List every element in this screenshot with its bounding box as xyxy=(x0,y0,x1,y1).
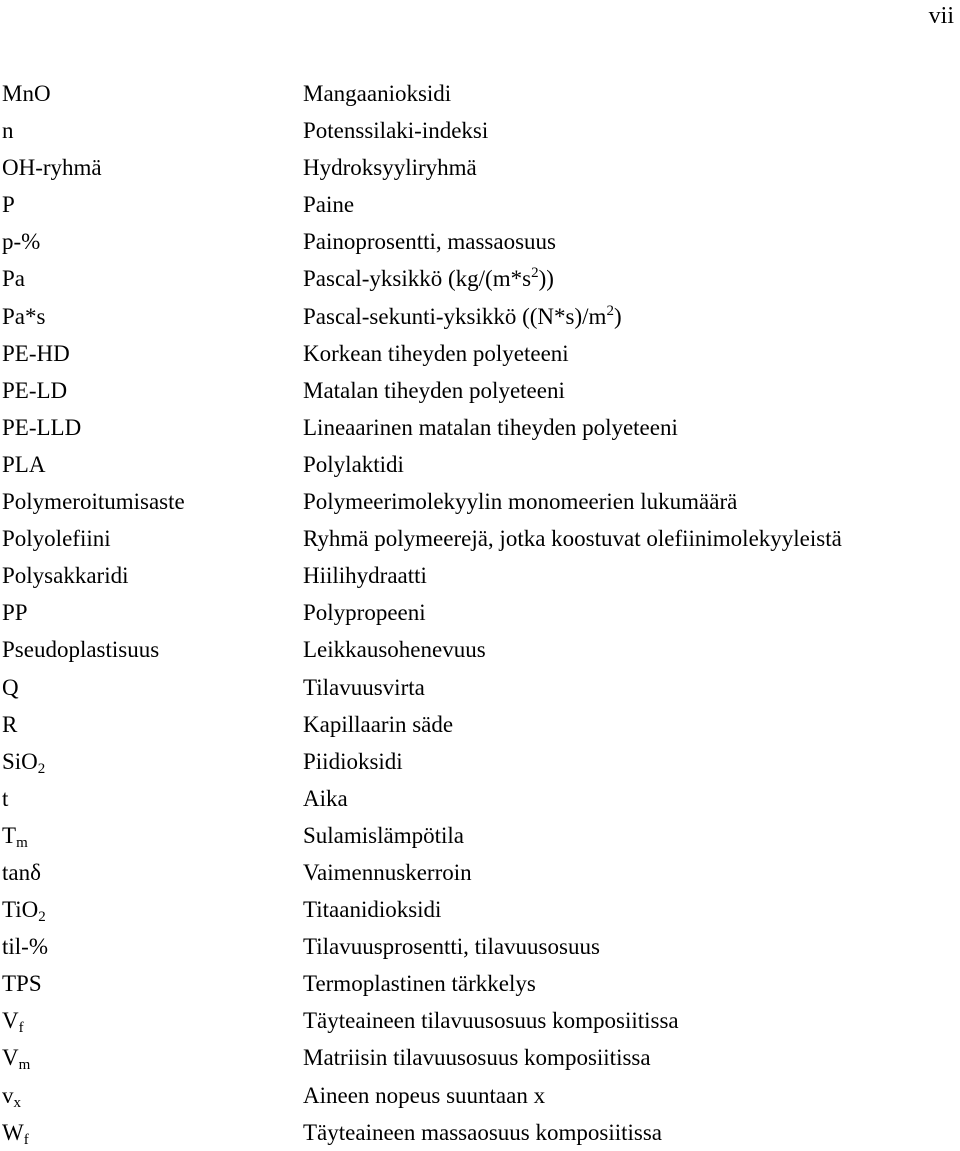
abbreviation-definition: Kapillaarin säde xyxy=(303,711,454,737)
list-item xyxy=(2,335,952,372)
abbreviation-term: MnO xyxy=(2,81,51,106)
abbreviation-definition: Polylaktidi xyxy=(303,451,404,477)
list-item xyxy=(2,298,952,335)
abbreviation-definition: Paine xyxy=(303,192,355,218)
abbreviation-term: t xyxy=(2,785,9,811)
list-item xyxy=(2,446,952,483)
list-item xyxy=(2,186,952,223)
abbreviation-term: TPS xyxy=(2,971,42,997)
abbreviation-term: $T_m$ xyxy=(2,822,28,851)
abbreviation-definition: Piidioksidi xyxy=(303,748,403,774)
list-item xyxy=(2,112,952,149)
abbreviation-term: $v_x$ xyxy=(2,1082,21,1111)
abbreviation-definition: Lineaarinen matalan tiheyden polyeteeni xyxy=(303,414,678,440)
abbreviation-term: PP xyxy=(2,600,28,626)
abbreviation-term: Polymeroitumisaste xyxy=(2,489,185,515)
list-item xyxy=(2,260,952,297)
abbreviation-definition: Titaanidioksidi xyxy=(303,897,442,923)
abbreviation-definition: Hiilihydraatti xyxy=(303,563,427,589)
abbreviation-term: Pa*s xyxy=(2,303,46,329)
abbreviation-term: Q xyxy=(2,674,19,700)
list-item xyxy=(2,743,952,780)
abbreviation-definition: Ryhmä polymeerejä, jotka koostuvat olefiinimolekyyleistä xyxy=(303,526,842,552)
abbreviation-term: til-% xyxy=(2,934,48,960)
abbreviation-term: Pseudoplastisuus xyxy=(2,637,160,663)
abbreviation-term: PLA xyxy=(2,451,46,477)
abbreviation-term: $W_f$ xyxy=(2,1119,29,1148)
abbreviation-term: $V_f$ xyxy=(2,1008,24,1037)
abbreviation-term: Polysakkaridi xyxy=(2,563,129,589)
list-item xyxy=(2,928,952,965)
abbreviation-definition: Täyteaineen massaosuus komposiitissa xyxy=(303,1119,662,1145)
abbreviation-definition: Painoprosentti, massaosuus xyxy=(303,229,556,255)
abbreviation-definition: Mangaanioksidi xyxy=(303,81,452,106)
list-item xyxy=(2,149,952,186)
abbreviation-definition: Vaimennuskerroin xyxy=(303,859,472,885)
list-item xyxy=(2,483,952,520)
abbreviation-definition: Pascal-sekunti-yksikkö $((N*s)/m^2)$ xyxy=(303,302,622,329)
abbreviation-term: p-% xyxy=(2,229,41,255)
abbreviation-term: PE-HD xyxy=(2,340,70,366)
page-number: vii xyxy=(928,3,954,29)
abbreviation-term: TiO$_2$ xyxy=(2,897,46,926)
abbreviation-term: PE-LD xyxy=(2,377,68,403)
list-item xyxy=(2,631,952,668)
abbreviation-definition: Matriisin tilavuusosuus komposiitissa xyxy=(303,1045,651,1071)
list-item xyxy=(2,594,952,631)
list-item xyxy=(2,1039,952,1076)
list-item xyxy=(2,557,952,594)
abbreviation-term: Pa xyxy=(2,266,25,292)
abbreviation-term: OH-ryhmä xyxy=(2,155,102,181)
abbreviation-term: $V_m$ xyxy=(2,1045,31,1074)
abbreviation-definition: Potenssilaki-indeksi xyxy=(303,118,489,144)
list-item xyxy=(2,1077,952,1114)
list-item xyxy=(2,965,952,1002)
list-item xyxy=(2,372,952,409)
abbreviation-definition: Leikkausohenevuus xyxy=(303,637,486,663)
list-item xyxy=(2,223,952,260)
abbreviation-term: SiO$_2$ xyxy=(2,748,46,777)
list-item xyxy=(2,817,952,854)
abbreviation-term: n xyxy=(2,118,14,144)
abbreviation-definition: Polymeerimolekyylin monomeerien lukumäärä xyxy=(303,489,738,515)
list-item xyxy=(2,891,952,928)
list-item xyxy=(2,520,952,557)
abbreviation-definition: Tilavuusprosentti, tilavuusosuus xyxy=(303,934,600,960)
list-item xyxy=(2,780,952,817)
list-item xyxy=(2,1114,952,1151)
list-item xyxy=(2,75,952,112)
abbreviation-definition: Täyteaineen tilavuusosuus komposiitissa xyxy=(303,1008,679,1034)
abbreviation-definition: Hydroksyyliryhmä xyxy=(303,155,477,181)
abbreviation-term: tanδ xyxy=(2,859,41,885)
abbreviation-term: Polyolefiini xyxy=(2,526,111,552)
abbreviation-definition: Sulamislämpötila xyxy=(303,822,464,848)
abbreviation-definition: Matalan tiheyden polyeteeni xyxy=(303,377,565,403)
abbreviation-definition: Aineen nopeus suuntaan x xyxy=(303,1082,546,1108)
list-item xyxy=(2,669,952,706)
list-item xyxy=(2,706,952,743)
abbreviation-definition: Tilavuusvirta xyxy=(303,674,425,700)
list-item xyxy=(2,409,952,446)
abbreviation-term: P xyxy=(2,192,15,218)
abbreviation-definition: Polypropeeni xyxy=(303,600,426,626)
abbreviation-definition: Pascal-yksikkö $(kg/(m*s^2))$ xyxy=(303,265,554,292)
abbreviation-definition: Termoplastinen tärkkelys xyxy=(303,971,536,997)
list-item xyxy=(2,1002,952,1039)
abbreviation-definition: Aika xyxy=(303,785,348,811)
abbreviation-definition: Korkean tiheyden polyeteeni xyxy=(303,340,569,366)
abbreviation-list xyxy=(2,75,952,1151)
abbreviation-term: PE-LLD xyxy=(2,414,82,440)
list-item xyxy=(2,854,952,891)
abbreviation-term: R xyxy=(2,711,18,737)
